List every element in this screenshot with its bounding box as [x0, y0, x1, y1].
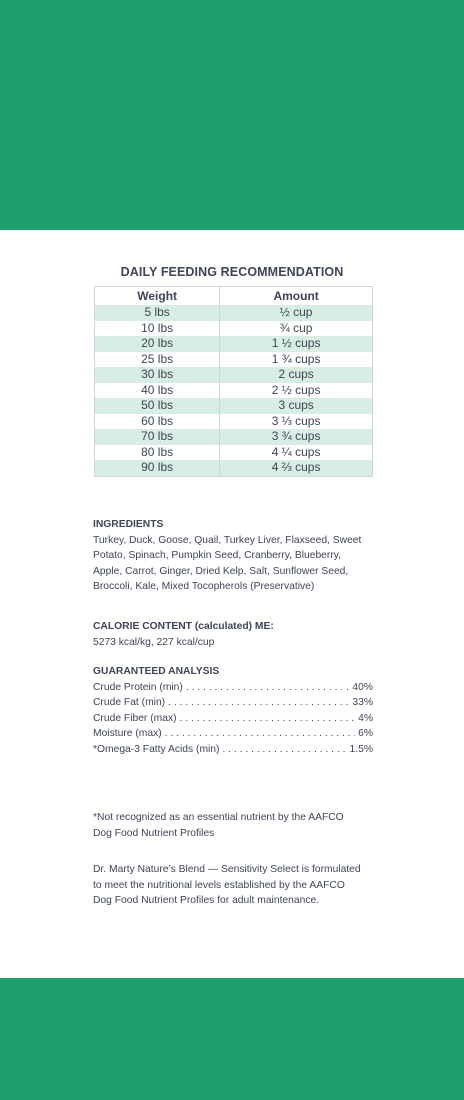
bottom-color-band	[0, 978, 464, 1100]
table-row	[95, 460, 373, 476]
leader-dots	[168, 695, 349, 711]
ingredients-line: Turkey, Duck, Goose, Quail, Turkey Liver, Flaxseed, Sweet	[93, 534, 362, 546]
weight-cell: 70 lbs	[95, 429, 220, 445]
amount-cell: 3 ⅓ cups	[220, 414, 373, 430]
calorie-section	[93, 619, 274, 650]
table-row	[95, 429, 373, 445]
leader-dots	[186, 680, 350, 696]
analysis-row	[93, 711, 373, 727]
analysis-row	[93, 742, 373, 758]
amount-header: Amount	[220, 287, 373, 306]
feeding-table	[94, 286, 373, 477]
analysis-row	[93, 695, 373, 711]
weight-cell: 20 lbs	[95, 336, 220, 352]
amount-cell: 4 ⅔ cups	[220, 460, 373, 476]
amount-cell: ¾ cup	[220, 321, 373, 337]
footnote-line: *Not recognized as an essential nutrient by the AAFCO	[93, 812, 344, 823]
analysis-value: 4%	[358, 712, 373, 724]
amount-cell: 2 cups	[220, 367, 373, 383]
analysis-section	[93, 664, 373, 757]
table-row	[95, 383, 373, 399]
analysis-row	[93, 726, 373, 742]
footnote	[93, 810, 344, 841]
weight-cell: 90 lbs	[95, 460, 220, 476]
amount-cell: 3 ¾ cups	[220, 429, 373, 445]
leader-dots	[180, 711, 356, 727]
calorie-heading: CALORIE CONTENT (calculated) ME:	[93, 621, 274, 632]
amount-cell: 1 ½ cups	[220, 336, 373, 352]
amount-cell: 4 ¼ cups	[220, 445, 373, 461]
statement-line: Dr. Marty Nature’s Blend — Sensitivity Select is formulated	[93, 864, 361, 875]
table-row	[95, 445, 373, 461]
ingredients-line: Potato, Spinach, Pumpkin Seed, Cranberry, Blueberry,	[93, 550, 342, 561]
weight-cell: 30 lbs	[95, 367, 220, 383]
weight-cell: 60 lbs	[95, 414, 220, 430]
ingredients-line: Broccoli, Kale, Mixed Tocopherols (Preservative)	[93, 581, 315, 592]
analysis-value: 40%	[352, 681, 373, 693]
weight-cell: 10 lbs	[95, 321, 220, 337]
table-row	[95, 352, 373, 368]
weight-cell: 25 lbs	[95, 352, 220, 368]
analysis-label: Crude Fiber (max)	[93, 712, 177, 724]
analysis-value: 6%	[358, 728, 373, 739]
statement-line: to meet the nutritional levels established by the AAFCO	[93, 879, 345, 891]
weight-cell: 5 lbs	[95, 305, 220, 321]
analysis-value: 33%	[352, 697, 373, 708]
calorie-value: 5273 kcal/kg, 227 kcal/cup	[93, 636, 215, 648]
analysis-label: Crude Protein (min)	[93, 681, 183, 693]
leader-dots	[222, 742, 346, 758]
feeding-title: DAILY FEEDING RECOMMENDATION	[120, 265, 344, 279]
table-row	[95, 398, 373, 414]
analysis-label: Moisture (max)	[93, 728, 162, 739]
amount-cell: 2 ½ cups	[220, 383, 373, 399]
table-row	[95, 321, 373, 337]
formulation-statement	[93, 862, 361, 909]
ingredients-heading: INGREDIENTS	[93, 519, 164, 530]
table-row	[95, 336, 373, 352]
amount-cell: ½ cup	[220, 305, 373, 321]
top-color-band	[0, 0, 464, 230]
analysis-label: Crude Fat (min)	[93, 697, 166, 708]
analysis-row	[93, 680, 373, 696]
table-header-row	[95, 287, 373, 306]
footnote-line: Dog Food Nutrient Profiles	[93, 827, 215, 839]
amount-cell: 3 cups	[220, 398, 373, 414]
table-row	[95, 305, 373, 321]
weight-header: Weight	[95, 287, 220, 306]
weight-cell: 80 lbs	[95, 445, 220, 461]
analysis-value: 1.5%	[349, 743, 373, 755]
statement-line: Dog Food Nutrient Profiles for adult maintenance.	[93, 895, 320, 906]
analysis-label: *Omega-3 Fatty Acids (min)	[93, 743, 220, 755]
analysis-heading: GUARANTEED ANALYSIS	[93, 666, 220, 677]
weight-cell: 50 lbs	[95, 398, 220, 414]
ingredients-section	[93, 517, 361, 595]
table-row	[95, 414, 373, 430]
ingredients-line: Apple, Carrot, Ginger, Dried Kelp, Salt, Sunflower Seed,	[93, 565, 349, 577]
amount-cell: 1 ¾ cups	[220, 352, 373, 368]
weight-cell: 40 lbs	[95, 383, 220, 399]
leader-dots	[165, 726, 355, 742]
table-row	[95, 367, 373, 383]
